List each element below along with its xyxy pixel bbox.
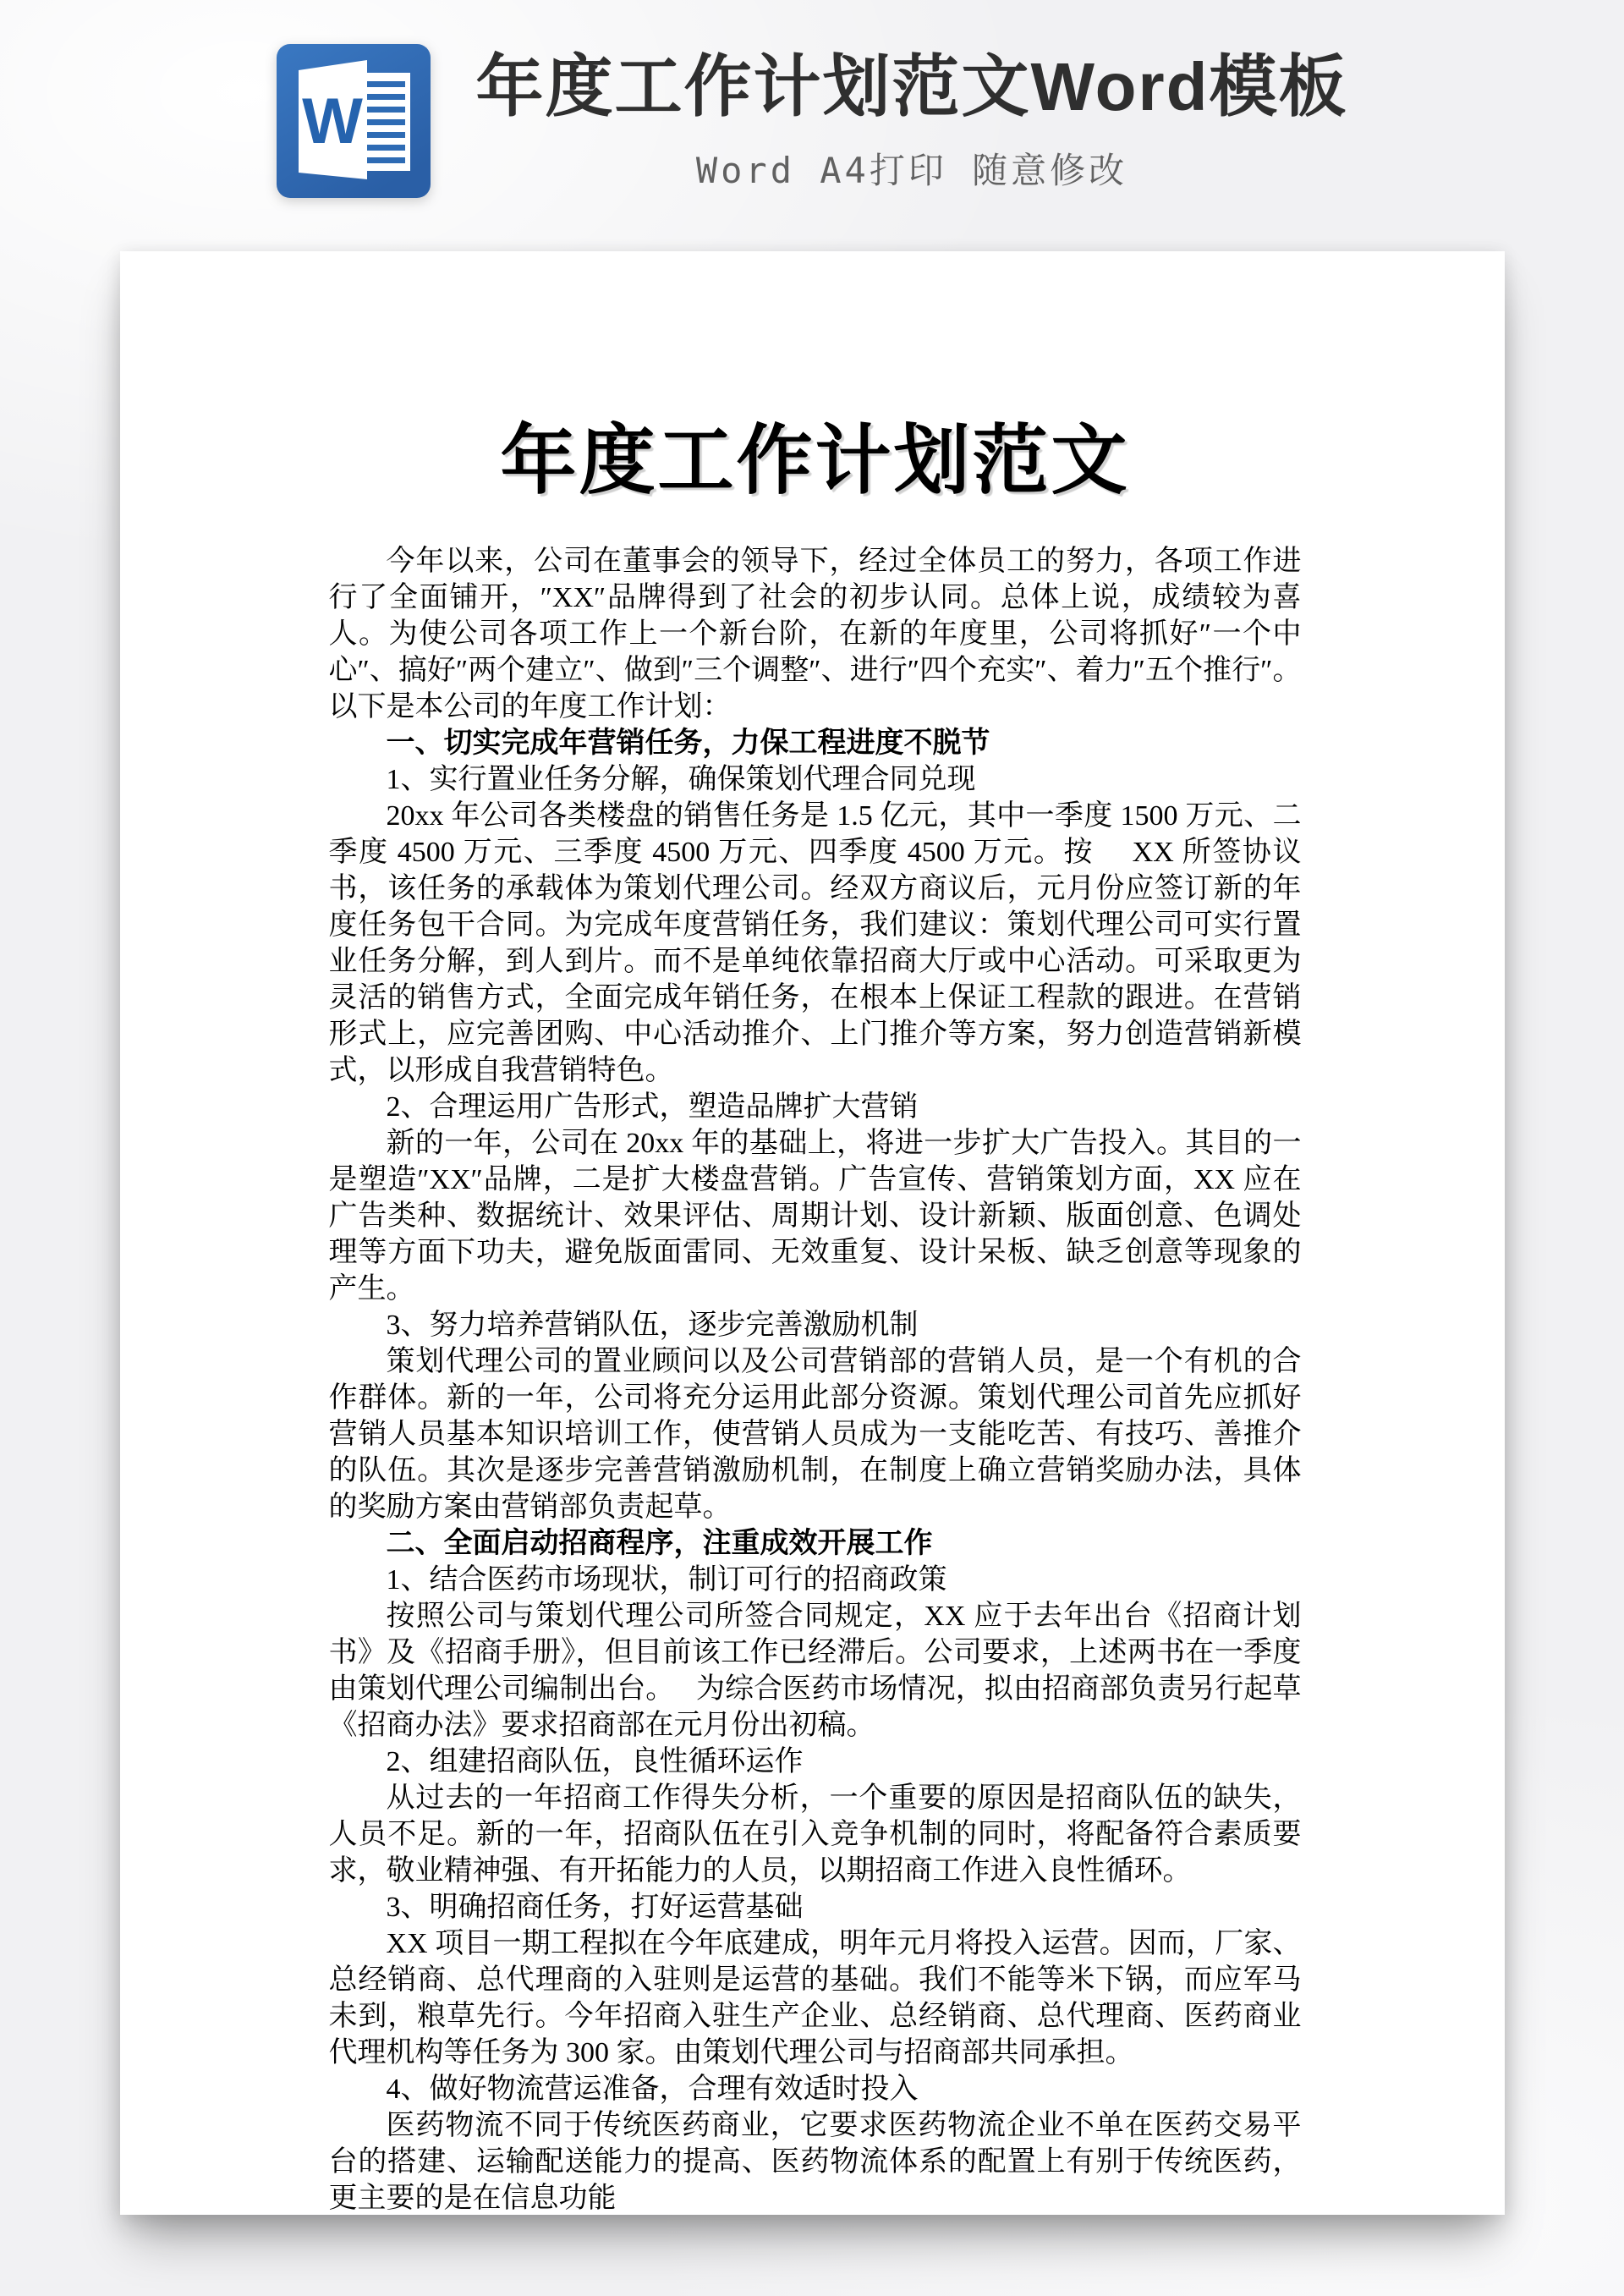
doc-subitem: 2、合理运用广告形式，塑造品牌扩大营销 (386, 1091, 919, 1123)
header-title-block (476, 48, 1348, 194)
doc-paragraph: 按照公司与策划代理公司所签合同规定，XX 应于去年出台《招商计划书》及《招商手册》，但目前该工作已经滞后。公司要求，上述两书在一季度由策划代理公司编制出台。 为综合医药市场情况，拟由招商部负责另行起草《招商办法》要求招商部在元月份出初稿。 (328, 1601, 1302, 1741)
doc-paragraph: 今年以来，公司在董事会的领导下，经过全体员工的努力，各项工作进行了全面铺开，″XX″品牌得到了社会的初步认同。总体上说，成绩较为喜人。为使公司各项工作上一个新台阶，在新的年度里，公司将抓好″一个中心″、搞好″两个建立″、做到″三个调整″、进行″四个充实″、着力″五个推行″。以下是本公司的年度工作计划： (328, 546, 1302, 722)
header-subtitle: Word A4打印 随意修改 (695, 150, 1128, 191)
doc-paragraph: XX 项目一期工程拟在今年底建成，明年元月将投入运营。因而，厂家、总经销商、总代理商的入驻则是运营的基础。我们不能等米下锅，而应军马未到，粮草先行。今年招商入驻生产企业、总经销商、总代理商、医药商业代理机构等任务为 300 家。由策划代理公司与招商部共同承担。 (328, 1928, 1302, 2068)
doc-subitem: 2、组建招商队伍，良性循环运作 (386, 1746, 804, 1777)
doc-paragraph: 新的一年，公司在 20xx 年的基础上，将进一步扩大广告投入。其目的一是塑造″XX″品牌，二是扩大楼盘营销。广告宣传、营销策划方面，XX 应在广告类种、数据统计、效果评估、周期计划、设计新颖、版面创意、色调处理等方面下功夫，避免版面雷同、无效重复、设计呆板、缺乏创意等现象的产生。 (328, 1128, 1302, 1305)
doc-paragraph: 从过去的一年招商工作得失分析，一个重要的原因是招商队伍的缺失，人员不足。新的一年，招商队伍在引入竞争机制的同时，将配备符合素质要求，敬业精神强、有开拓能力的人员，以期招商工作进入良性循环。 (328, 1782, 1302, 1887)
word-icon-letter: W (301, 85, 363, 157)
doc-subitem: 3、努力培养营销队伍，逐步完善激励机制 (386, 1310, 919, 1341)
section-heading: 一、切实完成年营销任务，力保工程进度不脱节 (386, 727, 990, 759)
header-title: 年度工作计划范文Word模板 (475, 49, 1348, 124)
doc-paragraph: 策划代理公司的置业顾问以及公司营销部的营销人员，是一个有机的合作群体。新的一年，公司将充分运用此部分资源。策划代理公司首先应抓好营销人员基本知识培训工作，使营销人员成为一支能吃苦、有技巧、善推介的队伍。其次是逐步完善营销激励机制，在制度上确立营销奖励办法，具体的奖励方案由营销部负责起草。 (328, 1346, 1302, 1523)
doc-paragraph: 医药物流不同于传统医药商业，它要求医药物流企业不单在医药交易平台的搭建、运输配送能力的提高、医药物流体系的配置上有别于传统医药，更主要的是在信息功能 (328, 2110, 1302, 2214)
doc-subitem: 4、做好物流营运准备，合理有效适时投入 (386, 2074, 919, 2105)
brand-row (277, 44, 1348, 198)
section-heading: 二、全面启动招商程序，注重成效开展工作 (386, 1527, 933, 1559)
doc-subitem: 1、实行置业任务分解，确保策划代理合同兑现 (386, 764, 976, 795)
doc-subitem: 3、明确招商任务，打好运营基础 (386, 1892, 804, 1923)
word-icon (277, 44, 431, 198)
page-header (0, 0, 1624, 251)
doc-subitem: 1、结合医药市场现状，制订可行的招商政策 (386, 1564, 947, 1596)
doc-paragraph: 20xx 年公司各类楼盘的销售任务是 1.5 亿元，其中一季度 1500 万元、二季度 4500 万元、三季度 4500 万元、四季度 4500 万元。按 XX 所签协议书，该任务的承载体为策划代理公司。经双方商议后，元月份应签订新的年度任务包干合同。为完成年度营销任务，我们建议：策划代理公司可实行置业任务分解，到人到片。而不是单纯依靠招商大厅或中心活动。可采取更为灵活的销售方式，全面完成年销任务，在根本上保证工程款的跟进。在营销形式上，应完善团购、中心活动推介、上门推介等方案，努力创造营销新模式，以形成自我营销特色。 (328, 800, 1302, 1086)
document-title: 年度工作计划范文 (500, 420, 1130, 503)
document-page (120, 251, 1505, 2215)
